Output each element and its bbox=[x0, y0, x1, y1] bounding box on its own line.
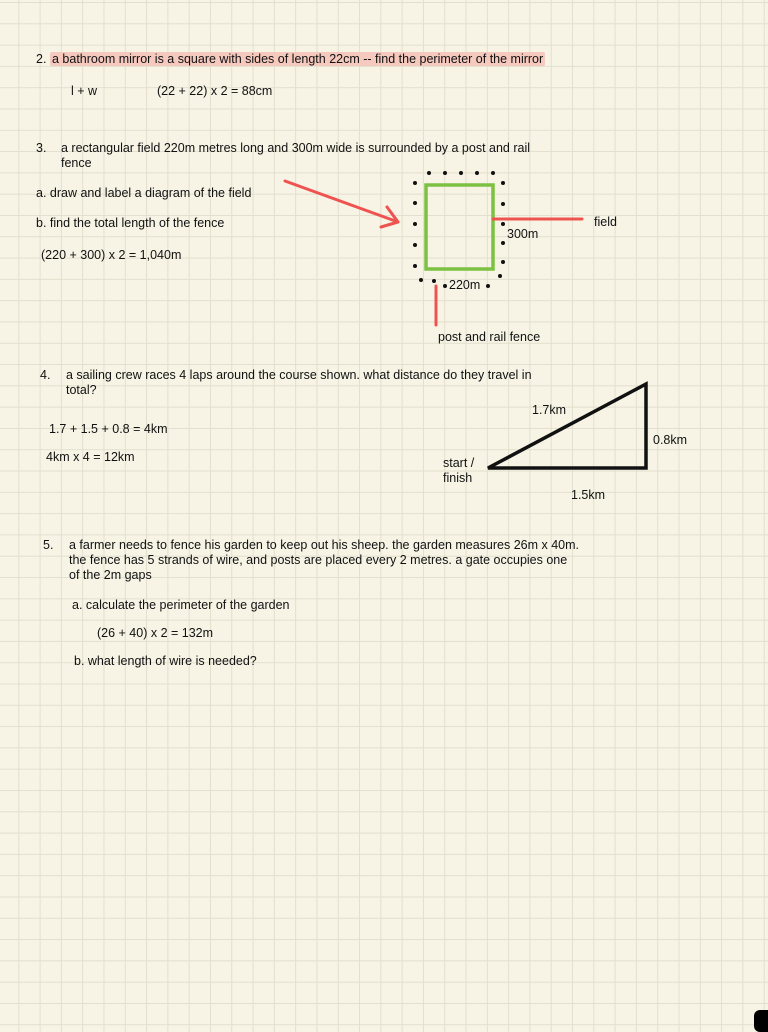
q4-work-sum: 1.7 + 1.5 + 0.8 = 4km bbox=[49, 422, 168, 436]
q2-formula: l + w bbox=[71, 84, 98, 98]
q4-work-total: 4km x 4 = 12km bbox=[46, 450, 135, 464]
q4-start-label-line1: start / bbox=[443, 456, 475, 470]
q3-question-line2: fence bbox=[61, 156, 92, 170]
q5-question-line3: of the 2m gaps bbox=[69, 568, 152, 582]
q4-question-line2: total? bbox=[66, 383, 97, 397]
q3-side-label: 300m bbox=[507, 227, 539, 241]
q3-number: 3. bbox=[36, 141, 47, 155]
q5-part-b: b. what length of wire is needed? bbox=[74, 654, 257, 668]
q4-course-triangle bbox=[488, 384, 646, 468]
q3-answer: (220 + 300) x 2 = 1,040m bbox=[41, 248, 182, 262]
q4-vert-label: 0.8km bbox=[653, 433, 688, 447]
q3-question-line1: a rectangular field 220m metres long and 300m wide is surrounded by a post and rail bbox=[61, 141, 531, 155]
corner-tab bbox=[754, 1010, 768, 1032]
q5-number: 5. bbox=[43, 538, 54, 552]
q5-answer-a: (26 + 40) x 2 = 132m bbox=[97, 626, 214, 640]
q3-bottom-label: 220m bbox=[449, 278, 481, 292]
q5-question-line2: the fence has 5 strands of wire, and posts are placed every 2 metres. a gate occupies one bbox=[69, 553, 568, 567]
q4-hyp-label: 1.7km bbox=[532, 403, 567, 417]
q2-number: 2. bbox=[36, 52, 47, 66]
q3-part-b: b. find the total length of the fence bbox=[36, 216, 225, 230]
q4-start-label-line2: finish bbox=[443, 471, 473, 485]
q3-arrow bbox=[285, 181, 398, 227]
q4-base-label: 1.5km bbox=[571, 488, 606, 502]
q3-field-rect bbox=[426, 185, 493, 269]
q2-answer: (22 + 22) x 2 = 88cm bbox=[157, 84, 273, 98]
q3-field-label: field bbox=[594, 215, 617, 229]
q4-question-line1: a sailing crew races 4 laps around the course shown. what distance do they travel in bbox=[66, 368, 532, 382]
q3-fence-label: post and rail fence bbox=[438, 330, 541, 344]
q5-part-a: a. calculate the perimeter of the garden bbox=[72, 598, 290, 612]
q2-question-text: a bathroom mirror is a square with sides of length 22cm -- find the perimeter of the mirror bbox=[52, 52, 544, 66]
q3-part-a: a. draw and label a diagram of the field bbox=[36, 186, 252, 200]
q5-question-line1: a farmer needs to fence his garden to keep out his sheep. the garden measures 26m x 40m. bbox=[69, 538, 580, 552]
q4-number: 4. bbox=[40, 368, 51, 382]
